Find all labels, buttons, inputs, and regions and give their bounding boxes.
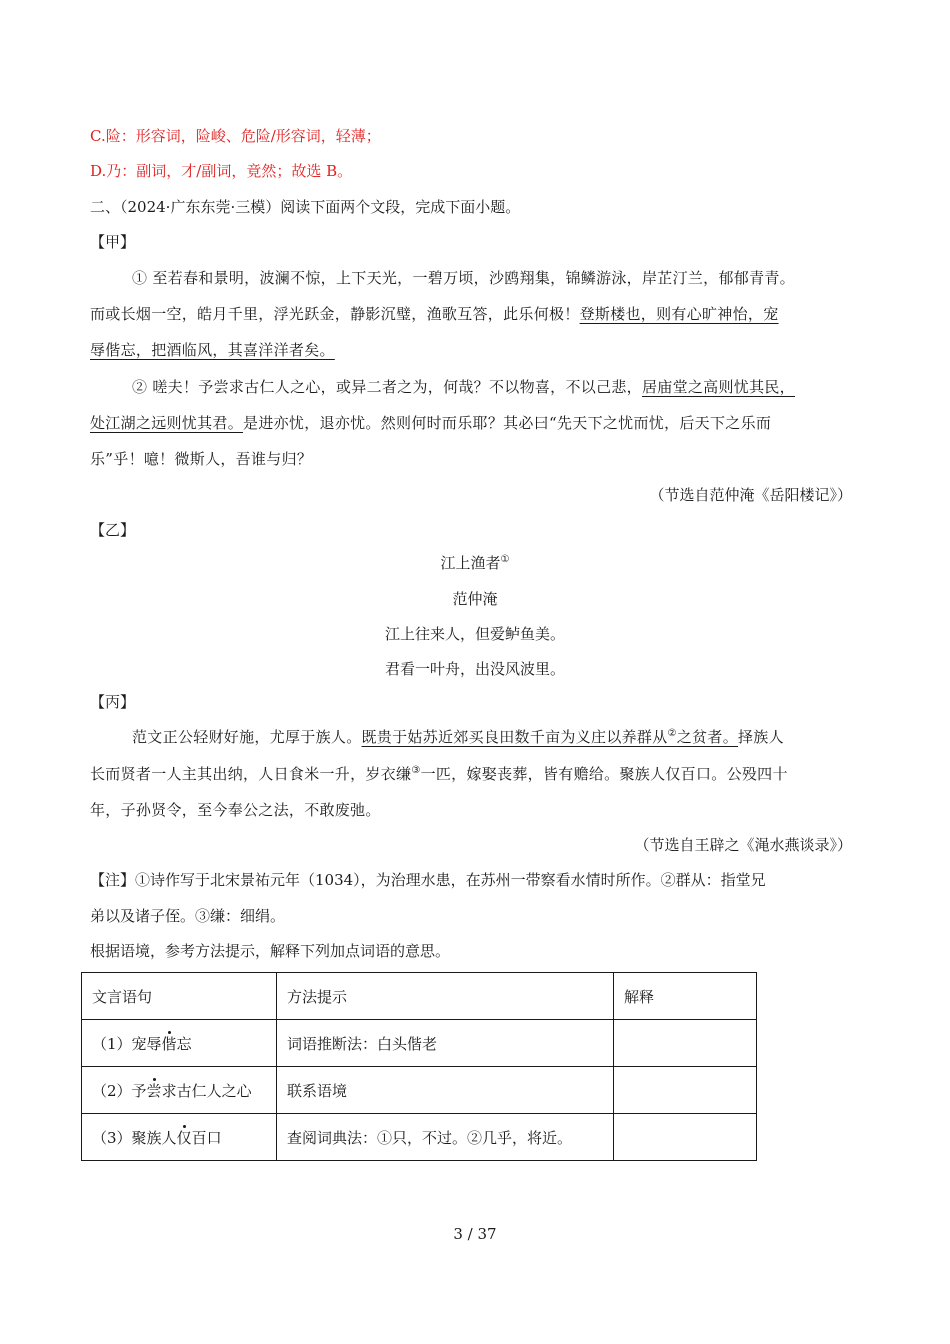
table-cell-sentence (82, 1020, 277, 1067)
section-label-jia: 【甲】 (90, 233, 136, 251)
table-row (82, 1114, 757, 1161)
table-header-cell: 文言语句 (82, 973, 277, 1020)
page-number: 3 / 37 (453, 1225, 497, 1243)
jia-text: 而或长烟一空，皓月千里，浮光跃金，静影沉璧，渔歌互答，此乐何极！ (90, 305, 580, 323)
table-cell-sentence (82, 1067, 277, 1114)
bing-text: 一匹，嫁娶丧葬，皆有赡给。聚族人仅百口。公殁四十 (420, 765, 788, 783)
bing-line-3: 年，子孙贤令，至今奉公之法，不敢废弛。 (90, 801, 381, 819)
answer-option-c: C.险：形容词，险峻、危险/形容词，轻薄； (90, 127, 381, 145)
section-label-bing: 【丙】 (90, 693, 136, 711)
dotted-word: 尝 (146, 1081, 162, 1100)
jia-paragraph-2-line-3: 乐”乎！噫！微斯人，吾谁与归？ (90, 450, 313, 468)
bing-underlined-sentence (362, 728, 738, 746)
poem-title (0, 553, 950, 573)
vocab-table (81, 972, 757, 1161)
table-cell-answer[interactable] (614, 1020, 757, 1067)
table-cell-hint: 查阅词典法：①只，不过。②几乎，将近。 (277, 1114, 614, 1161)
jia-underlined-sentence: 登斯楼也，则有心旷神怡，宠 (579, 305, 779, 323)
table-cell-sentence (82, 1114, 277, 1161)
section-label-yi: 【乙】 (90, 521, 136, 539)
jia-underlined-sentence-2: 居庙堂之高则忧其民， (641, 378, 795, 396)
sentence-text: （1）宠辱 (92, 1034, 162, 1053)
notes-line-2: 弟以及诸子侄。③缣：细绢。 (90, 907, 286, 925)
bing-line-2 (90, 764, 788, 784)
jia-underlined-sentence-2-end: 处江湖之远则忧其君。 (90, 414, 244, 432)
bing-text: 择族人 (738, 728, 784, 746)
jia-paragraph-1-line-1: ① 至若春和景明，波澜不惊，上下天光，一碧万顷，沙鸥翔集，锦鳞游泳，岸芷汀兰，郁郁青青。 (132, 269, 795, 287)
sentence-text: （2）予 (92, 1081, 147, 1100)
jia-text: 是进亦忧，退亦忧。然则何时而乐耶？其必曰“先天下之忧而忧，后天下之乐而 (243, 414, 772, 432)
poem-line-2: 君看一叶舟，出没风波里。 (384, 660, 565, 678)
jia-text: ② 嗟夫！予尝求古仁人之心，或异二者之为，何哉？不以物喜，不以己悲， (132, 378, 642, 396)
bing-underlined-text: 既贵于姑苏近郊买良田数千亩为义庄以养群从 (361, 728, 668, 746)
poem-line-1: 江上往来人，但爱鲈鱼美。 (384, 625, 565, 643)
table-row (82, 1067, 757, 1114)
table-cell-hint: 联系语境 (277, 1067, 614, 1114)
jia-paragraph-2-line-2 (90, 413, 771, 433)
jia-paragraph-1-line-3 (90, 340, 335, 360)
poem-title-text: 江上渔者 (440, 554, 501, 572)
instruction: 根据语境，参考方法提示，解释下列加点词语的意思。 (90, 942, 451, 960)
poem-author: 范仲淹 (452, 590, 498, 608)
bing-source: （节选自王辟之《渑水燕谈录》） (634, 836, 852, 854)
jia-source: （节选自范仲淹《岳阳楼记》） (649, 486, 852, 504)
jia-paragraph-2-line-1 (132, 377, 795, 397)
table-cell-answer[interactable] (614, 1114, 757, 1161)
table-cell-hint: 词语推断法：白头偕老 (277, 1020, 614, 1067)
sentence-text: 忘 (176, 1034, 192, 1053)
table-cell-answer[interactable] (614, 1067, 757, 1114)
question-title: 二、（2024·广东东莞·三模）阅读下面两个文段，完成下面小题。 (90, 198, 521, 216)
notes-line-1: 【注】①诗作写于北宋景祐元年（1034），为治理水患，在苏州一带察看水情时所作。②群从：指堂兄 (90, 871, 766, 889)
dotted-word: 仅 (176, 1128, 192, 1147)
table-header-row (82, 973, 757, 1020)
bing-text: 范文正公轻财好施，尤厚于族人。 (132, 728, 362, 746)
poem-note-marker: ① (500, 554, 510, 565)
table-row (82, 1020, 757, 1067)
table-header-cell: 方法提示 (277, 973, 614, 1020)
sentence-text: 百口 (191, 1128, 222, 1147)
bing-text: 长而贤者一人主其出纳，人日食米一升，岁衣缣 (90, 765, 412, 783)
sentence-text: （3）聚族人 (92, 1128, 177, 1147)
jia-underlined-sentence-end: 辱偕忘，把酒临风，其喜洋洋者矣。 (90, 341, 335, 359)
bing-line-1 (132, 727, 784, 747)
bing-note-marker-2: ② (667, 728, 677, 739)
table-header-cell: 解释 (614, 973, 757, 1020)
bing-underlined-text-end: 之贫者。 (676, 728, 738, 746)
dotted-word: 偕 (161, 1034, 177, 1053)
answer-option-d: D.乃：副词，才/副词，竟然；故选 B。 (90, 162, 353, 180)
sentence-text: 求古仁人之心 (161, 1081, 252, 1100)
jia-paragraph-1-line-2 (90, 304, 779, 324)
bing-note-marker-3: ③ (411, 765, 421, 776)
